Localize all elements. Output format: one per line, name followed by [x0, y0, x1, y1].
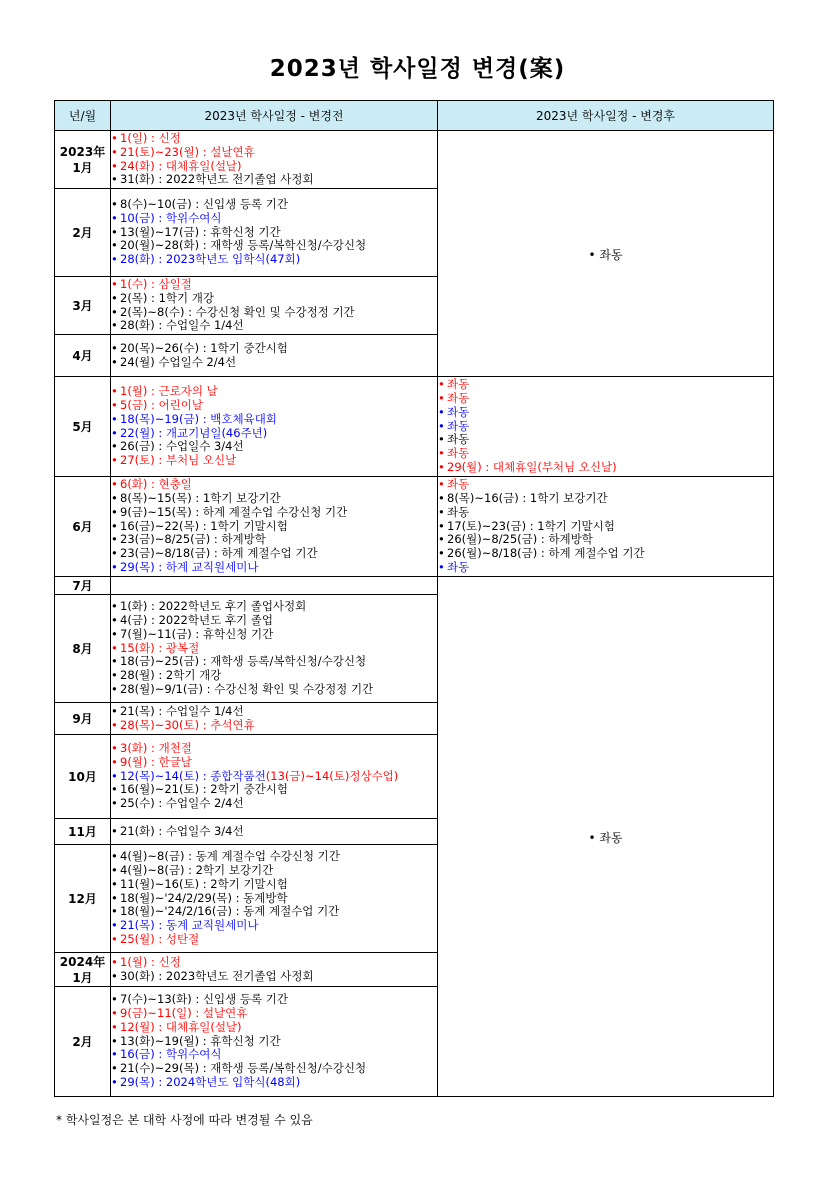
before-cell: [111, 577, 438, 595]
list-item: • 7(월)~11(금) : 휴학신청 기간: [111, 628, 437, 642]
before-list: [111, 705, 437, 733]
list-item: • 27(토) : 부처님 오신날: [111, 454, 437, 468]
before-cell: [111, 735, 438, 819]
schedule-body: [55, 131, 774, 1097]
list-item: • 28(월)~9/1(금) : 수강신청 확인 및 수강정정 기간: [111, 683, 437, 697]
month-cell: 2月: [55, 189, 111, 277]
before-list: [111, 600, 437, 697]
list-item: • 1(월) : 근로자의 날: [111, 385, 437, 399]
list-item: • 좌동: [438, 406, 773, 420]
month-cell: 8月: [55, 595, 111, 703]
same-as-before-label: • 좌동: [588, 831, 622, 845]
month-cell: 4月: [55, 335, 111, 377]
before-cell: [111, 953, 438, 987]
list-item: • 31(화) : 2022학년도 전기졸업 사정회: [111, 173, 437, 187]
month-cell: 9月: [55, 703, 111, 735]
before-list: [111, 742, 437, 811]
table-row: [55, 131, 774, 189]
footnote: * 학사일정은 본 대학 사정에 따라 변경될 수 있음: [56, 1113, 313, 1127]
after-same-cell: [438, 577, 774, 1097]
before-list: [111, 198, 437, 267]
list-item: • 26(월)~8/18(금) : 하계 계절수업 기간: [438, 547, 773, 561]
list-item: • 28(화) : 수업일수 1/4선: [111, 319, 437, 333]
list-item: • 7(수)~13(화) : 신입생 등록 기간: [111, 993, 437, 1007]
list-item: • 21(목) : 동계 교직원세미나: [111, 919, 437, 933]
table-row: [55, 377, 774, 477]
list-item: • 15(화) : 광복절: [111, 642, 437, 656]
before-list: [111, 132, 437, 187]
list-item: • 30(화) : 2023학년도 전기졸업 사정회: [111, 970, 437, 984]
header-before: 2023년 학사일정 - 변경전: [111, 101, 438, 131]
list-item: • 6(화) : 현충일: [111, 478, 437, 492]
list-item: • 2(목) : 1학기 개강: [111, 292, 437, 306]
list-item: • 26(금) : 수업일수 3/4선: [111, 440, 437, 454]
before-list: [111, 825, 437, 839]
list-item: • 8(수)~10(금) : 신입생 등록 기간: [111, 198, 437, 212]
list-item: • 28(화) : 2023학년도 입학식(47회): [111, 253, 437, 267]
list-item: • 16(금) : 학위수여식: [111, 1048, 437, 1062]
list-item: • 29(목) : 2024학년도 입학식(48회): [111, 1076, 437, 1090]
list-item: • 좌동: [438, 561, 773, 575]
header-month: 년/월: [55, 101, 111, 131]
list-item: • 1(화) : 2022학년도 후기 졸업사정회: [111, 600, 437, 614]
before-list: [111, 956, 437, 984]
list-item: • 21(토)~23(월) : 설날연휴: [111, 146, 437, 160]
month-cell: 6月: [55, 477, 111, 577]
list-item: • 28(월) : 2학기 개강: [111, 669, 437, 683]
list-item: • 9(월) : 한글날: [111, 756, 437, 770]
list-item: • 13(화)~19(월) : 휴학신청 기간: [111, 1035, 437, 1049]
after-same-cell: [438, 131, 774, 377]
list-item: • 21(목) : 수업일수 1/4선: [111, 705, 437, 719]
list-item: • 24(화) : 대체휴일(설날): [111, 160, 437, 174]
month-cell: 2月: [55, 987, 111, 1097]
list-item: • 좌동: [438, 478, 773, 492]
list-item: • 18(목)~19(금) : 백호체육대회: [111, 413, 437, 427]
after-list: [438, 378, 773, 475]
list-item: • 22(월) : 개교기념일(46주년): [111, 427, 437, 441]
month-cell: 3月: [55, 277, 111, 335]
list-item: • 좌동: [438, 378, 773, 392]
before-cell: [111, 477, 438, 577]
month-cell: 10月: [55, 735, 111, 819]
list-item: • 8(목)~15(목) : 1학기 보강기간: [111, 492, 437, 506]
list-item: • 23(금)~8/18(금) : 하계 계절수업 기간: [111, 547, 437, 561]
list-item: • 13(월)~17(금) : 휴학신청 기간: [111, 226, 437, 240]
after-cell: [438, 377, 774, 477]
list-item: • 8(목)~16(금) : 1학기 보강기간: [438, 492, 773, 506]
list-item: • 24(월) 수업일수 2/4선: [111, 356, 437, 370]
month-cell: 2023年 1月: [55, 131, 111, 189]
list-item: • 1(수) : 삼일절: [111, 278, 437, 292]
list-item: • 3(화) : 개천절: [111, 742, 437, 756]
list-item: • 4(금) : 2022학년도 후기 졸업: [111, 614, 437, 628]
month-cell: 7月: [55, 577, 111, 595]
list-item: • 29(목) : 하계 교직원세미나: [111, 561, 437, 575]
list-item: • 10(금) : 학위수여식: [111, 212, 437, 226]
list-item: • 좌동: [438, 420, 773, 434]
list-item: • 18(월)~'24/2/29(목) : 동계방학: [111, 892, 437, 906]
same-as-before-label: • 좌동: [588, 248, 622, 262]
before-cell: [111, 377, 438, 477]
before-list: [111, 478, 437, 575]
before-cell: [111, 819, 438, 845]
list-item: • 2(목)~8(수) : 수강신청 확인 및 수강정정 기간: [111, 306, 437, 320]
before-cell: [111, 277, 438, 335]
list-item: • 11(월)~16(토) : 2학기 기말시험: [111, 878, 437, 892]
list-item: • 4(월)~8(금) : 2학기 보강기간: [111, 864, 437, 878]
list-item: • 1(월) : 신정: [111, 956, 437, 970]
before-list: [111, 278, 437, 333]
list-item: • 20(목)~26(수) : 1학기 중간시험: [111, 342, 437, 356]
header-row: [55, 101, 774, 131]
list-item: • 5(금) : 어린이날: [111, 399, 437, 413]
month-cell: 5月: [55, 377, 111, 477]
before-cell: [111, 845, 438, 953]
before-cell: [111, 189, 438, 277]
schedule-table: [54, 100, 774, 1097]
month-cell: 2024年 1月: [55, 953, 111, 987]
month-cell: 11月: [55, 819, 111, 845]
before-cell: [111, 703, 438, 735]
list-item: • 4(월)~8(금) : 동계 계절수업 수강신청 기간: [111, 850, 437, 864]
list-item: • 좌동: [438, 447, 773, 461]
list-item: • 18(금)~25(금) : 재학생 등록/복학신청/수강신청: [111, 655, 437, 669]
before-list: [111, 850, 437, 947]
page-title: 2023년 학사일정 변경(案): [269, 56, 566, 82]
list-item: • 20(월)~28(화) : 재학생 등록/복학신청/수강신청: [111, 239, 437, 253]
list-item: • 좌동: [438, 433, 773, 447]
list-item: • 26(월)~8/25(금) : 하계방학: [438, 533, 773, 547]
list-item: • 12(월) : 대체휴일(설날): [111, 1021, 437, 1035]
list-item: • 25(수) : 수업일수 2/4선: [111, 797, 437, 811]
list-item: [111, 770, 437, 784]
list-item: • 1(일) : 신정: [111, 132, 437, 146]
list-item: • 21(수)~29(목) : 재학생 등록/복학신청/수강신청: [111, 1062, 437, 1076]
list-item: • 25(월) : 성탄절: [111, 933, 437, 947]
list-item: • 29(월) : 대체휴일(부처님 오신날): [438, 461, 773, 475]
table-row: [55, 577, 774, 595]
month-cell: 12月: [55, 845, 111, 953]
table-row: [55, 477, 774, 577]
after-cell: [438, 477, 774, 577]
after-list: [438, 478, 773, 575]
header-after: 2023년 학사일정 - 변경후: [438, 101, 774, 131]
before-cell: [111, 131, 438, 189]
before-cell: [111, 335, 438, 377]
list-item: • 23(금)~8/25(금) : 하계방학: [111, 533, 437, 547]
list-item: • 좌동: [438, 392, 773, 406]
before-list: [111, 342, 437, 370]
before-cell: [111, 987, 438, 1097]
list-item: • 16(금)~22(목) : 1학기 기말시험: [111, 520, 437, 534]
list-item: • 9(금)~15(목) : 하계 계절수업 수강신청 기간: [111, 506, 437, 520]
event-text: 12(목)~14(토) : 종합작품전: [120, 769, 266, 783]
list-item: • 16(월)~21(토) : 2학기 중간시험: [111, 783, 437, 797]
before-list: [111, 993, 437, 1090]
list-item: • 17(토)~23(금) : 1학기 기말시험: [438, 520, 773, 534]
before-cell: [111, 595, 438, 703]
list-item: • 21(화) : 수업일수 3/4선: [111, 825, 437, 839]
list-item: • 18(월)~'24/2/16(금) : 동계 계절수업 기간: [111, 905, 437, 919]
before-list: [111, 385, 437, 468]
list-item: • 좌동: [438, 506, 773, 520]
list-item: • 9(금)~11(일) : 설날연휴: [111, 1007, 437, 1021]
list-item: • 28(목)~30(토) : 추석연휴: [111, 719, 437, 733]
event-note: (13(금)~14(토)정상수업): [265, 769, 399, 783]
